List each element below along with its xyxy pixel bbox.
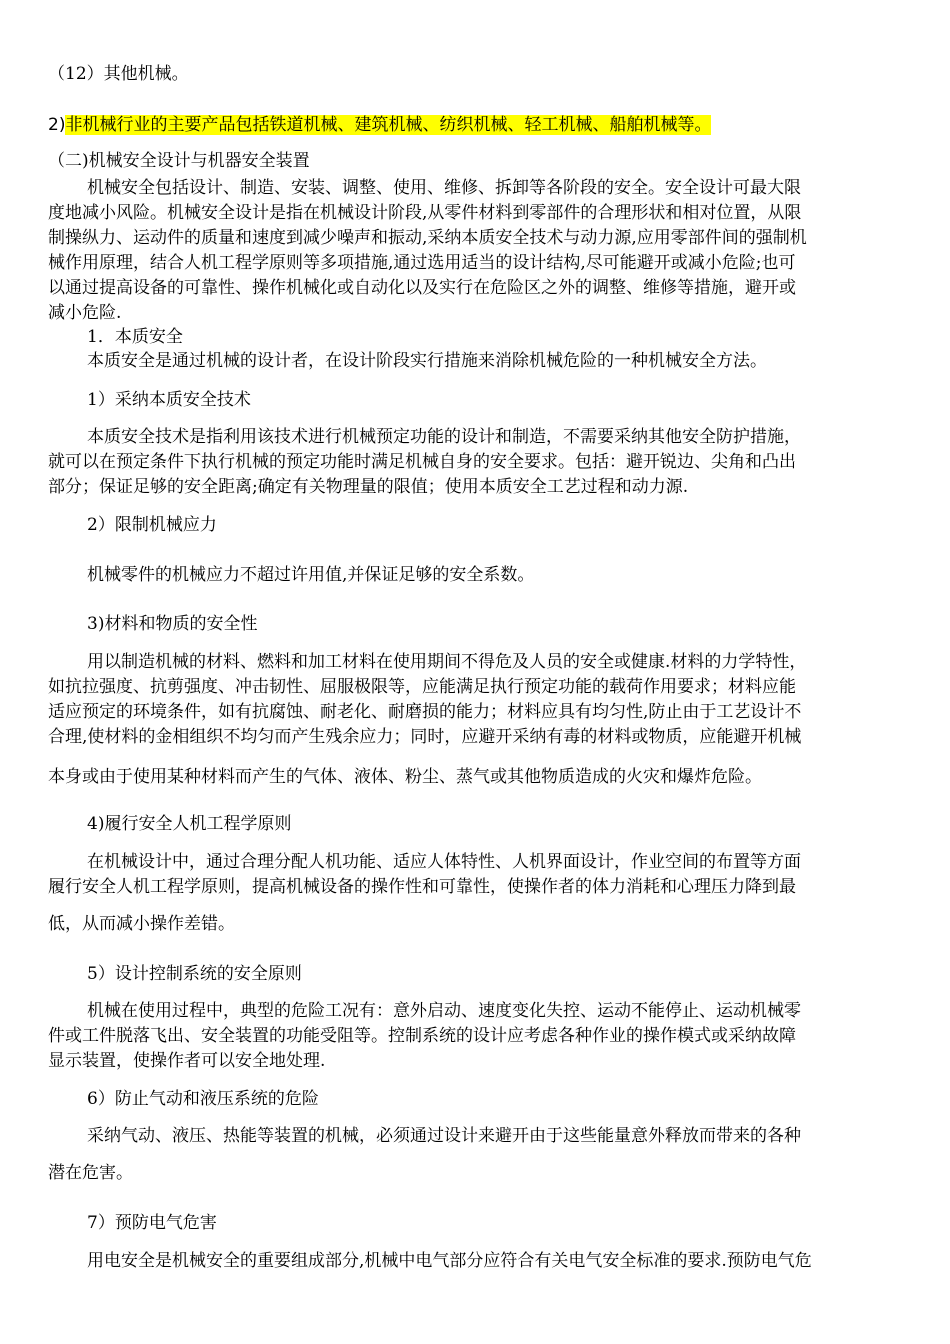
paragraph-line: 度地减小风险。机械安全设计是指在机械设计阶段,从零件材料到零部件的合理形状和相对位置，从限: [48, 203, 802, 223]
paragraph-line: 本质安全是通过机械的设计者，在设计阶段实行措施来消除机械危险的一种机械安全方法。: [87, 351, 767, 371]
item-number: 2): [48, 115, 66, 135]
paragraph-line: 制操纵力、运动件的质量和速度到减少噪声和振动,采纳本质安全技术与动力源,应用零部件间的强制机: [48, 228, 807, 248]
section-heading: （二)机械安全设计与机器安全装置: [48, 151, 310, 171]
paragraph-line: 如抗拉强度、抗剪强度、冲击韧性、屈服极限等，应能满足执行预定功能的载荷作用要求；材料应能: [48, 677, 796, 697]
paragraph-line: 显示装置，使操作者可以安全地处理.: [48, 1051, 326, 1071]
paragraph-line: 潜在危害。: [48, 1163, 133, 1183]
paragraph-line: 用以制造机械的材料、燃料和加工材料在使用期间不得危及人员的安全或健康.材料的力学特性，: [87, 652, 807, 672]
paragraph-line: 械作用原理，结合人机工程学原则等多项措施,通过选用适当的设计结构,尽可能避开或减小危险;也可: [48, 253, 796, 273]
item-heading: 3)材料和物质的安全性: [87, 614, 258, 634]
paragraph-line: 本质安全技术是指利用该技术进行机械预定功能的设计和制造，不需要采纳其他安全防护措施，: [87, 427, 801, 447]
paragraph-line: 就可以在预定条件下执行机械的预定功能时满足机械自身的安全要求。包括：避开锐边、尖角和凸出: [48, 452, 796, 472]
paragraph-line: 件或工件脱落飞出、安全装置的功能受阻等。控制系统的设计应考虑各种作业的操作模式或采纳故障: [48, 1026, 796, 1046]
paragraph-line: 在机械设计中，通过合理分配人机功能、适应人体特性、人机界面设计，作业空间的布置等方面: [87, 852, 801, 872]
paragraph-line: 减小危险.: [48, 303, 122, 323]
paragraph-line: 采纳气动、液压、热能等装置的机械，必须通过设计来避开由于这些能量意外释放而带来的各种: [87, 1126, 801, 1146]
paragraph-line: 机械在使用过程中，典型的危险工况有：意外启动、速度变化失控、运动不能停止、运动机械零: [87, 1001, 801, 1021]
paragraph-line: 用电安全是机械安全的重要组成部分,机械中电气部分应符合有关电气安全标准的要求.预防电气危: [87, 1251, 812, 1271]
highlighted-paragraph: [48, 113, 711, 137]
paragraph-line: 机械零件的机械应力不超过许用值,并保证足够的安全系数。: [87, 565, 535, 585]
paragraph-line: 低，从而减小操作差错。: [48, 914, 235, 934]
item-heading: 7）预防电气危害: [87, 1213, 217, 1233]
paragraph-line: 以通过提高设备的可靠性、操作机械化或自动化以及实行在危险区之外的调整、维修等措施，避开或: [48, 278, 796, 298]
paragraph-line: 机械安全包括设计、制造、安装、调整、使用、维修、拆卸等各阶段的安全。安全设计可最大限: [87, 178, 801, 198]
paragraph-line: 适应预定的环境条件，如有抗腐蚀、耐老化、耐磨损的能力；材料应具有均匀性,防止由于工艺设计不: [48, 702, 802, 722]
item-heading: 2）限制机械应力: [87, 515, 217, 535]
paragraph-line: 本身或由于使用某种材料而产生的气体、液体、粉尘、蒸气或其他物质造成的火灾和爆炸危险。: [48, 767, 762, 787]
item-heading: 6）防止气动和液压系统的危险: [87, 1089, 319, 1109]
paragraph-line: 部分；保证足够的安全距离;确定有关物理量的限值；使用本质安全工艺过程和动力源.: [48, 477, 689, 497]
item-heading: 5）设计控制系统的安全原则: [87, 964, 302, 984]
paragraph-line: 履行安全人机工程学原则，提高机械设备的操作性和可靠性，使操作者的体力消耗和心理压力降到最: [48, 877, 796, 897]
highlighted-text: 非机械行业的主要产品包括铁道机械、建筑机械、纺织机械、轻工机械、船舶机械等。: [65, 115, 712, 135]
item-heading: 4)履行安全人机工程学原则: [87, 814, 292, 834]
list-item-12: （12）其他机械。: [48, 64, 189, 84]
paragraph-line: 合理,使材料的金相组织不均匀而产生残余应力；同时，应避开采纳有毒的材料或物质，应能避开机械: [48, 727, 802, 747]
subsection-heading: 1．本质安全: [87, 327, 183, 347]
item-heading: 1）采纳本质安全技术: [87, 390, 251, 410]
